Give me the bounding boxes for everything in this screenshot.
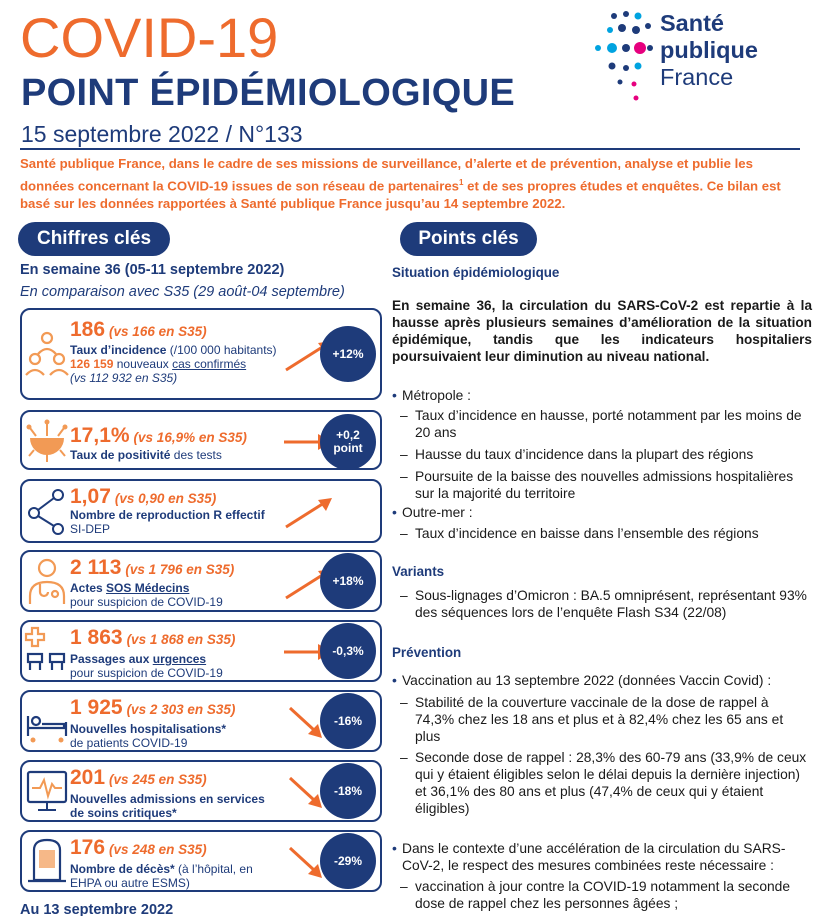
deaths-change-badge: -29% [320,833,376,889]
epidemiological-situation-heading: Situation épidémiologique [392,265,560,280]
hospitalisations-change-badge: -16% [320,693,376,749]
positivity-value: 17,1% (vs 16,9% en S35) [70,424,247,447]
people-group-icon [24,328,70,378]
header-divider [20,148,800,150]
reproduction-number-label: Nombre de reproduction R effectif SI-DEP [70,508,265,536]
reproduction-number-value: 1,07 (vs 0,90 en S35) [70,485,217,508]
variants-heading: Variants [392,564,445,579]
confirmed-cases-link[interactable]: cas confirmés [172,357,247,371]
tombstone-icon [24,836,70,886]
sos-medecins-change-badge: +18% [320,553,376,609]
critical-care-change-badge: -18% [320,763,376,819]
hospitalisations-label: Nouvelles hospitalisations* de patients COVID-19 [70,722,227,750]
incidence-change-badge: +12% [320,326,376,382]
document-title: COVID-19 [20,6,279,69]
hospitalisations-card [20,690,382,752]
emergency-card [20,620,382,682]
vaccination-item: – Seconde dose de rappel : 28,3% des 60-79 ans (33,9% de ceux qui y étaient éligibles selon le délai depuis la dernière injection) et 36,1% des 80 ans et plus (47,4% de ceux qui y étaient éligibles) [400,750,807,816]
cumulative-section-title: Au 13 septembre 2022 [20,902,174,916]
network-icon [24,487,70,537]
variants-item: – Sous-lignages d’Omicron : BA.5 omniprésent, représentant 93% des séquences lors de l’enquête Flash S34 (22/08) [400,588,807,620]
critical-care-value: 201 (vs 245 en S35) [70,766,207,789]
summary-paragraph: En semaine 36, la circulation du SARS-CoV-2 est repartie à la hausse après plusieurs semaines d’amélioration de la situation épidémique, tandis que les indicateurs hospitaliers poursuivaient leur diminution au niveau national. [392,298,812,364]
emergency-change-badge: -0,3% [320,623,376,679]
logo-line-2: publique [660,37,758,63]
incidence-label: Taux d’incidence (/100 000 habitants) 126 159 nouveaux cas confirmés (vs 112 932 en S35) [70,343,277,385]
deaths-value: 176 (vs 248 en S35) [70,836,207,859]
vaccination-bullet: • Vaccination au 13 septembre 2022 (données Vaccin Covid) : [392,672,772,688]
critical-care-card [20,760,382,822]
logo-line-1: Santé [660,10,724,36]
hospital-bed-icon [24,696,70,746]
week-title: En semaine 36 (05-11 septembre 2022) [20,262,285,278]
prevention-heading: Prévention [392,645,462,660]
vaccination-item: – Stabilité de la couverture vaccinale de la dose de rappel à 74,3% chez les 18 ans et plus et à 82,4% chez les 65 ans et plus [400,695,784,744]
sos-medecins-value: 2 113 (vs 1 796 en S35) [70,556,235,579]
hospitalisations-value: 1 925 (vs 2 303 en S35) [70,696,236,719]
incidence-value: 186 (vs 166 en S35) [70,318,207,341]
urgences-link[interactable]: urgences [152,652,207,666]
positivity-change-badge: +0,2 point [320,414,376,470]
trend-up-arrow-icon [280,495,336,531]
context-item: – vaccination à jour contre la COVID-19 notamment la seconde dose de rappel chez les personnes âgées ; [400,879,791,911]
key-figures-heading: Chiffres clés [18,222,170,256]
outremer-bullet: • Outre-mer : [392,504,473,520]
sos-medecins-link[interactable]: SOS Médecins [106,581,190,595]
reproduction-number-card [20,479,382,543]
metropole-item: – Hausse du taux d’incidence dans la plupart des régions [400,447,754,462]
week-comparison: En comparaison avec S35 (29 août-04 septembre) [20,284,345,300]
issue-date-number: 15 septembre 2022 / N°133 [21,121,303,147]
logo-wordmark [660,10,758,91]
context-bullet: • Dans le contexte d’une accélération de la circulation du SARS-CoV-2, le respect des mesures combinées reste nécessaire : [392,840,786,873]
metropole-bullet: • Métropole : [392,387,472,403]
deaths-label: Nombre de décès* (à l’hôpital, en EHPA ou autre ESMS) [70,862,253,890]
logo-line-3: France [660,64,734,90]
sos-medecins-label: Actes SOS Médecins pour suspicion de COVID-19 [70,581,223,609]
outremer-item: – Taux d’incidence en baisse dans l’ensemble des régions [400,526,759,541]
key-points-heading: Points clés [400,222,537,256]
emergency-label: Passages aux urgences pour suspicion de COVID-19 [70,652,223,680]
incidence-card [20,308,382,400]
monitor-icon [24,766,70,816]
metropole-item: – Taux d’incidence en hausse, porté notamment par les moins de 20 ans [400,408,802,440]
critical-care-label: Nouvelles admissions en services de soins critiques* [70,792,265,820]
positivity-card [20,410,382,470]
positivity-label: Taux de positivité des tests [70,448,222,462]
metropole-item: – Poursuite de la baisse des nouvelles admissions hospitalières sur la majorité du territoire [400,469,794,501]
deaths-card [20,830,382,892]
virus-icon [24,416,70,466]
intro-paragraph: Santé publique France, dans le cadre de ses missions de surveillance, d’alerte et de prévention, analyse et publie les données concernant la COVID-19 issues de son réseau de partenaires$^1$ et de ses propres études et enquêtes. Ce bilan est basé sur les données rapportées à Santé publique France jusqu’au 14 septembre 2022. [20,156,781,212]
doctor-icon [24,556,70,606]
emergency-value: 1 863 (vs 1 868 en S35) [70,626,236,649]
sos-medecins-card [20,550,382,612]
document-subtitle: POINT ÉPIDÉMIOLOGIQUE [21,72,516,114]
emergency-waiting-room-icon [24,624,70,674]
